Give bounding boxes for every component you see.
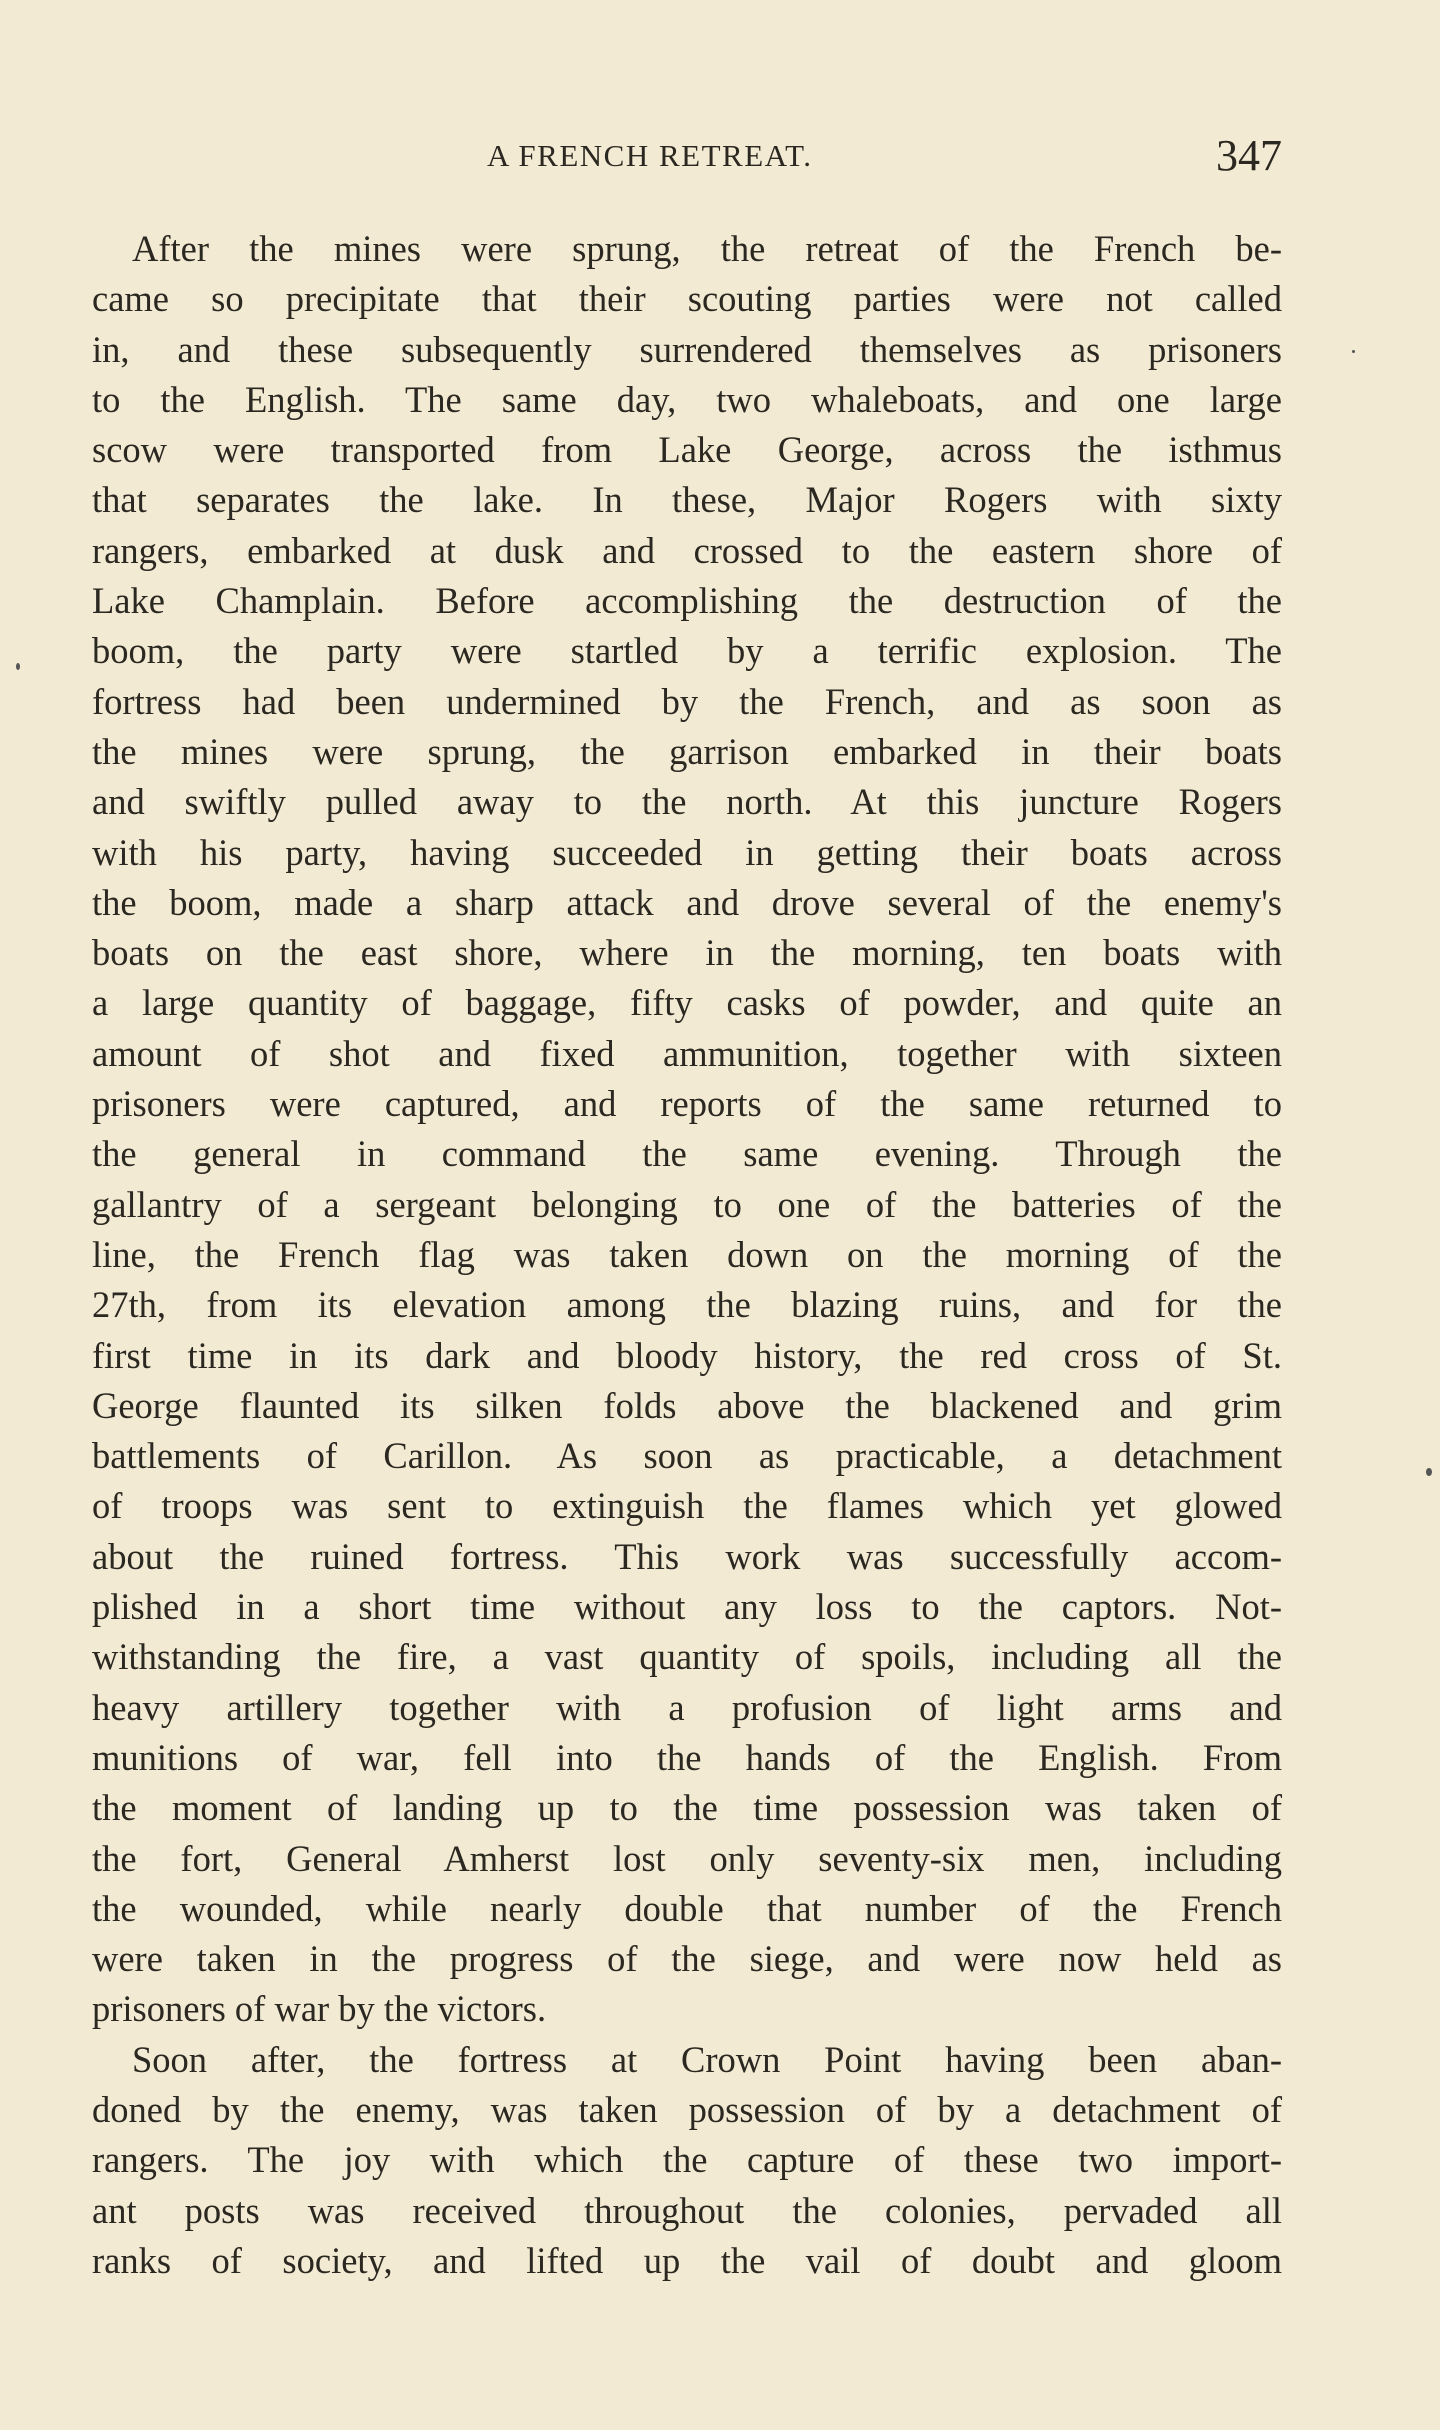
- text-line: rangers. The joy with which the capture of these two import-: [92, 2139, 1282, 2181]
- text-line: with his party, having succeeded in getting their boats across: [92, 831, 1282, 873]
- page-number: 347: [1216, 131, 1282, 180]
- text-line: the moment of landing up to the time possession was taken of: [92, 1787, 1282, 1829]
- text-line: Soon after, the fortress at Crown Point having been aban-: [132, 2038, 1282, 2080]
- text-line: of troops was sent to extinguish the flames which yet glowed: [92, 1485, 1282, 1527]
- text-line: prisoners of war by the victors.: [92, 1988, 547, 2030]
- text-line: the boom, made a sharp attack and drove several of the enemy's: [92, 881, 1282, 923]
- text-line: amount of shot and fixed ammunition, together with sixteen: [92, 1032, 1282, 1074]
- text-line: George flaunted its silken folds above the blackened and grim: [92, 1384, 1282, 1426]
- text-line: line, the French flag was taken down on the morning of the: [92, 1233, 1282, 1275]
- text-line: plished in a short time without any loss to the captors. Not-: [92, 1586, 1282, 1628]
- text-line: in, and these subsequently surrendered themselves as prisoners: [92, 328, 1282, 370]
- text-line: 27th, from its elevation among the blazing ruins, and for the: [92, 1284, 1282, 1326]
- ink-speck: [1352, 350, 1355, 353]
- text-line: the mines were sprung, the garrison embarked in their boats: [92, 730, 1282, 772]
- text-line: the wounded, while nearly double that number of the French: [92, 1887, 1282, 1929]
- text-line: the general in command the same evening. Through the: [92, 1133, 1282, 1175]
- text-line: that separates the lake. In these, Major Rogers with sixty: [92, 479, 1282, 521]
- text-line: Lake Champlain. Before accomplishing the destruction of the: [92, 580, 1282, 622]
- text-line: boats on the east shore, where in the morning, ten boats with: [92, 932, 1282, 974]
- text-line: gallantry of a sergeant belonging to one of the batteries of the: [92, 1183, 1282, 1225]
- text-line: doned by the enemy, was taken possession of by a detachment of: [92, 2088, 1282, 2130]
- text-line: boom, the party were startled by a terrific explosion. The: [92, 630, 1282, 672]
- page-header: [92, 132, 1282, 182]
- text-line: about the ruined fortress. This work was successfully accom-: [92, 1535, 1282, 1577]
- text-line: fortress had been undermined by the French, and as soon as: [92, 680, 1282, 722]
- body-text: [92, 224, 1282, 2286]
- ink-speck: [1426, 1468, 1432, 1476]
- text-line: came so precipitate that their scouting parties were not called: [92, 278, 1282, 320]
- text-line: battlements of Carillon. As soon as practicable, a detachment: [92, 1435, 1282, 1477]
- text-line: were taken in the progress of the siege, and were now held as: [92, 1938, 1282, 1980]
- text-line: rangers, embarked at dusk and crossed to the eastern shore of: [92, 529, 1282, 571]
- text-line: prisoners were captured, and reports of the same returned to: [92, 1083, 1282, 1125]
- text-line: to the English. The same day, two whaleboats, and one large: [92, 378, 1282, 420]
- text-line: withstanding the fire, a vast quantity of spoils, including all the: [92, 1636, 1282, 1678]
- text-line: ranks of society, and lifted up the vail of doubt and gloom: [92, 2239, 1282, 2281]
- ink-speck: [16, 663, 20, 670]
- text-line: ant posts was received throughout the colonies, pervaded all: [92, 2189, 1282, 2231]
- running-title: A FRENCH RETREAT.: [487, 138, 813, 173]
- text-line: and swiftly pulled away to the north. At this juncture Rogers: [92, 781, 1282, 823]
- text-line: munitions of war, fell into the hands of the English. From: [92, 1736, 1282, 1778]
- text-line: the fort, General Amherst lost only seventy-six men, including: [92, 1837, 1282, 1879]
- text-line: first time in its dark and bloody history, the red cross of St.: [92, 1334, 1282, 1376]
- text-line: After the mines were sprung, the retreat of the French be-: [132, 228, 1282, 269]
- text-line: scow were transported from Lake George, across the isthmus: [92, 429, 1282, 471]
- text-line: a large quantity of baggage, fifty casks of powder, and quite an: [92, 982, 1282, 1024]
- text-line: heavy artillery together with a profusion of light arms and: [92, 1686, 1282, 1728]
